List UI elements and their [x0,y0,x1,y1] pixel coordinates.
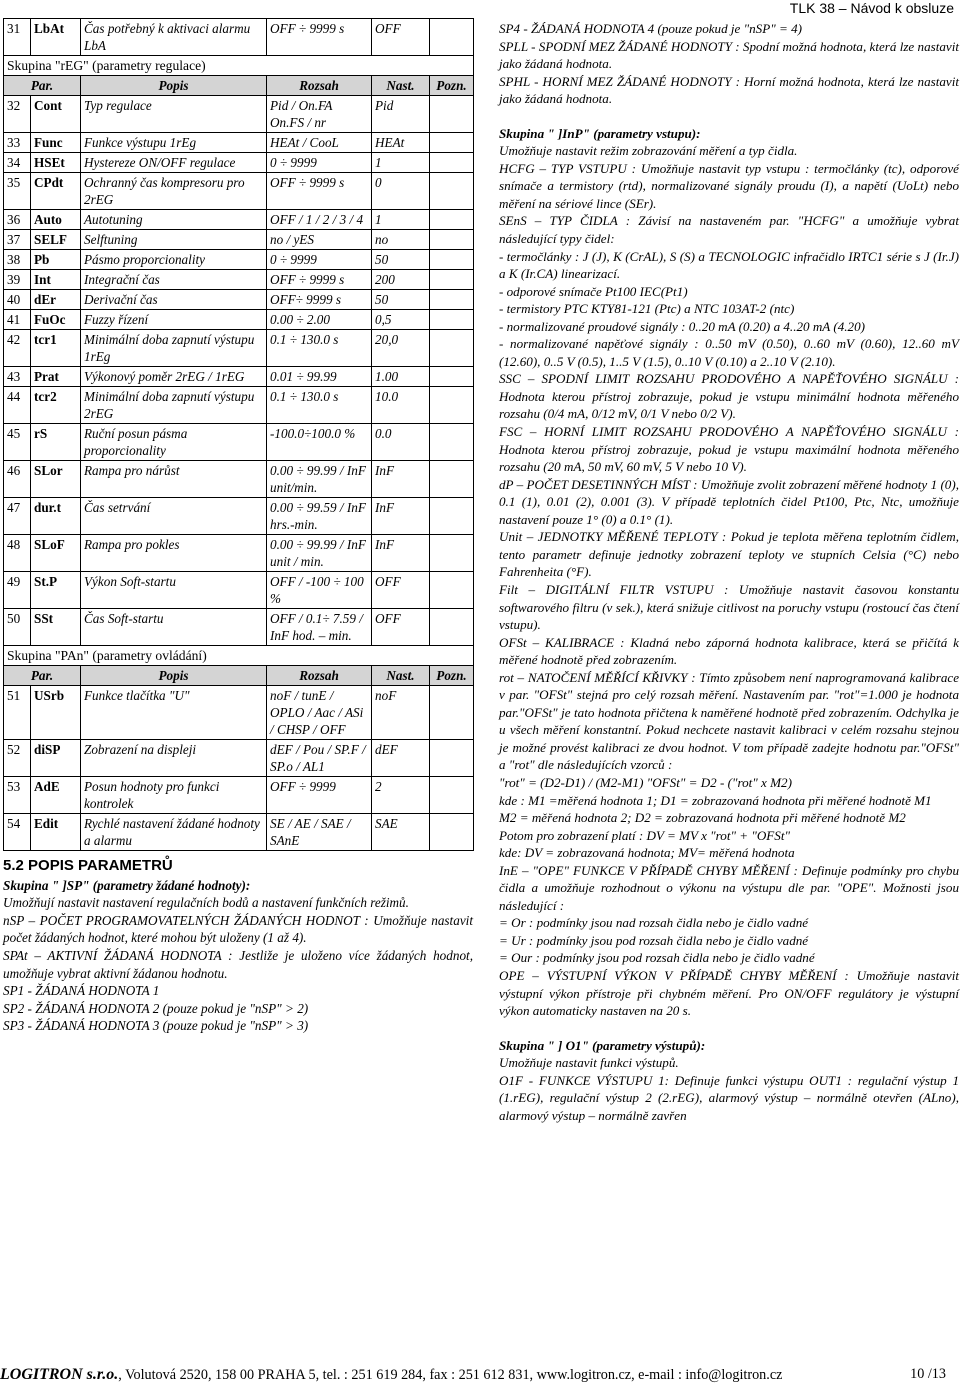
param-default: OFF [372,19,430,56]
param-row [4,290,474,310]
right-paragraph: Unit – JEDNOTKY MĚŘENÉ TEPLOTY : Pokud je teplota měřena teplotním čidlem, tento parametr definuje jednotky zobrazení teploty ve stupních Celsia (°C) nebo Fahrenheita (°F). [499,529,959,580]
param-range: 0.00 ÷ 2.00 [267,310,372,330]
param-code: USrb [31,686,81,740]
param-row [4,19,474,56]
param-range: 0 ÷ 9999 [267,153,372,173]
right-paragraph: Skupina " ]InP" (parametry vstupu): [499,125,701,141]
param-default: 2 [372,777,430,814]
right-paragraph [499,108,959,125]
param-range: Pid / On.FA On.FS / nr [267,96,372,133]
param-number: 35 [4,173,31,210]
table-header-cell: Par. [4,666,81,686]
param-row [4,814,474,851]
param-number: 46 [4,461,31,498]
param-code: dur.t [31,498,81,535]
param-code: AdE [31,777,81,814]
param-row [4,310,474,330]
right-paragraph: SPLL - SPODNÍ MEZ ŽÁDANÉ HODNOTY : Spodní možná hodnota, která lze nastavit jako žádaná hodnota. [499,38,959,72]
table-header-cell: Pozn. [430,76,474,96]
param-number: 38 [4,250,31,270]
param-description: Integrační čas [81,270,267,290]
right-paragraph [499,1020,959,1037]
param-description: Ochranný čas kompresoru pro 2rEG [81,173,267,210]
right-paragraph: Potom pro zobrazení platí : DV = MV x "rot" + "OFSt" [499,827,790,843]
param-note [430,330,474,367]
param-description: Výkonový poměr 2rEG / 1rEG [81,367,267,387]
param-description: Typ regulace [81,96,267,133]
param-row [4,498,474,535]
table-header-cell: Par. [4,76,81,96]
param-range: 0.00 ÷ 99.99 / InF unit/min. [267,461,372,498]
param-description: Čas setrvání [81,498,267,535]
param-row [4,173,474,210]
right-paragraph: OFSt – KALIBRACE : Kladná nebo záporná hodnota kalibrace, která se přičítá k měřené hodnotě před zobrazením. [499,634,959,668]
param-row [4,133,474,153]
param-range: OFF ÷ 9999 s [267,19,372,56]
param-row [4,96,474,133]
param-row [4,424,474,461]
param-description: Rychlé nastavení žádané hodnoty a alarmu [81,814,267,851]
left-column [3,18,474,1035]
param-range: OFF ÷ 9999 s [267,270,372,290]
param-range: 0.01 ÷ 99.99 [267,367,372,387]
param-note [430,290,474,310]
param-code: CPdt [31,173,81,210]
page-header: TLK 38 – Návod k obsluze [789,0,954,16]
right-paragraph: M2 = měřená hodnota 2; D2 = zobrazovaná hodnota při měřené hodnotě M2 [499,810,906,826]
param-number: 41 [4,310,31,330]
right-paragraph: SEnS – TYP ČIDLA : Závisí na nastaveném par. "HCFG" a umožňuje vybrat následující typy čidel: [499,213,959,247]
param-description: Selftuning [81,230,267,250]
param-note [430,19,474,56]
param-number: 48 [4,535,31,572]
param-description: Rampa pro nárůst [81,461,267,498]
group-reg-title: Skupina "rEG" (parametry regulace) [4,56,474,76]
param-description: Výkon Soft-startu [81,572,267,609]
param-number: 31 [4,19,31,56]
param-default: dEF [372,740,430,777]
param-note [430,572,474,609]
param-description: Pásmo proporcionality [81,250,267,270]
param-number: 32 [4,96,31,133]
footer-company: LOGITRON s.r.o. [0,1366,119,1383]
param-number: 44 [4,387,31,424]
param-number: 33 [4,133,31,153]
param-row [4,367,474,387]
parameter-table [3,18,474,851]
right-paragraph: "rot" = (D2-D1) / (M2-M1) "OFSt" = D2 - ("rot" x M2) [499,774,792,790]
param-number: 52 [4,740,31,777]
nsp-desc: nSP – POČET PROGRAMOVATELNÝCH ŽÁDANÝCH HODNOT : Umožňuje nastavit počet žádaných hodnot, které mohou být uloženy (1 až 4). [3,912,473,946]
param-description: Funkce tlačítka "U" [81,686,267,740]
param-range: no / yES [267,230,372,250]
param-number: 36 [4,210,31,230]
param-range: 0.1 ÷ 130.0 s [267,330,372,367]
section-heading: 5.2 POPIS PARAMETRŮ [3,857,173,874]
param-default: Pid [372,96,430,133]
param-number: 49 [4,572,31,609]
param-range: noF / tunE / OPLO / Aac / ASi / CHSP / OFF [267,686,372,740]
param-row [4,777,474,814]
param-range: HEAt / CooL [267,133,372,153]
param-default: 50 [372,290,430,310]
sp1-desc: SP1 - ŽÁDANÁ HODNOTA 1 [3,983,160,999]
param-range: OFF / -100 ÷ 100 % [267,572,372,609]
param-default: 0,5 [372,310,430,330]
param-note [430,173,474,210]
right-paragraph: OPE – VÝSTUPNÍ VÝKON V PŘÍPADĚ CHYBY MĚŘENÍ : Umožňuje nastavit výstupní výkon přístroje při chybném měření. Pro ON/OFF regulátory je výstupní výkon automaticky nastaven na 20 s. [499,967,959,1019]
param-code: FuOc [31,310,81,330]
param-note [430,740,474,777]
param-range: 0.1 ÷ 130.0 s [267,387,372,424]
right-paragraph: Skupina " ] O1" (parametry výstupů): [499,1037,706,1053]
param-default: OFF [372,572,430,609]
param-note [430,535,474,572]
param-note [430,230,474,250]
param-number: 40 [4,290,31,310]
right-paragraph: InE – "OPE" FUNKCE V PŘÍPADĚ CHYBY MĚŘENÍ : Definuje podmínky pro chybu čidla a umožňuje rozhodnout o výkonu na výstupu dle par. "OPE". Možnosti jsou následující : [499,862,959,913]
param-number: 51 [4,686,31,740]
param-row [4,461,474,498]
sp-group-title: Skupina " ]SP" (parametry žádané hodnoty): [3,877,251,893]
param-note [430,461,474,498]
param-number: 43 [4,367,31,387]
param-note [430,133,474,153]
param-description: Hystereze ON/OFF regulace [81,153,267,173]
param-default: 20,0 [372,330,430,367]
param-default: 10.0 [372,387,430,424]
right-paragraph: HCFG – TYP VSTUPU : Umožňuje nastavit typ vstupu : termočlánky (tc), odporové snímače a termistory (rtd), normalizované signály proudu (I), a napětí (UoLt) nebo měření na sériové lince (SEr). [499,160,959,211]
table-header-cell: Popis [81,666,267,686]
param-row [4,387,474,424]
param-default: HEAt [372,133,430,153]
param-range: OFF / 0.1÷ 7.59 / InF hod. – min. [267,609,372,646]
table-header-cell: Nast. [372,666,430,686]
param-range: OFF÷ 9999 s [267,290,372,310]
param-description: Derivační čas [81,290,267,310]
param-note [430,310,474,330]
param-description: Minimální doba zapnutí výstupu 1rEg [81,330,267,367]
param-code: Int [31,270,81,290]
param-number: 45 [4,424,31,461]
param-row [4,153,474,173]
param-default: 1 [372,210,430,230]
param-number: 53 [4,777,31,814]
right-column [499,20,959,1124]
right-paragraph: - normalizované proudové signály : 0..20 mA (0.20) a 4..20 mA (4.20) [499,318,865,334]
param-default: noF [372,686,430,740]
param-range: dEF / Pou / SP.F / SP.o / AL1 [267,740,372,777]
param-code: Edit [31,814,81,851]
sp3-desc: SP3 - ŽÁDANÁ HODNOTA 3 (pouze pokud je "nSP" > 3) [3,1018,309,1034]
param-note [430,210,474,230]
param-number: 54 [4,814,31,851]
param-code: Func [31,133,81,153]
param-description: Fuzzy řízení [81,310,267,330]
param-description: Čas potřebný k aktivaci alarmu LbA [81,19,267,56]
param-note [430,250,474,270]
param-default: 1 [372,153,430,173]
param-description: Minimální doba zapnutí výstupu 2rEG [81,387,267,424]
param-row [4,609,474,646]
param-code: SLoF [31,535,81,572]
param-row [4,686,474,740]
right-paragraph: kde: DV = zobrazovaná hodnota; MV= měřená hodnota [499,845,795,861]
param-note [430,387,474,424]
right-paragraph: - normalizované napěťové signály : 0..50 mV (0.50), 0..60 mV (0.60), 12..60 mV (12.60), 0..5 V (0.5), 1..5 V (1.5), 0..10 V (0.10) a 2..10 V (2.10). [499,336,959,369]
right-paragraph: FSC – HORNÍ LIMIT ROZSAHU PRODOVÉHO A NAPĚŤOVÉHO SIGNÁLU : Hodnota kterou přístroj zobrazuje, pokud je vstupu maximální hodnota měřeného rozsahu (20 mA, 50 mV, 60 mV, 5 V nebo 10 V). [499,424,959,475]
param-code: St.P [31,572,81,609]
param-number: 47 [4,498,31,535]
right-paragraph: Umožňuje nastavit funkci výstupů. [499,1055,679,1071]
spat-desc: SPAt – AKTIVNÍ ŽÁDANÁ HODNOTA : Jestliže je uloženo více žádaných hodnot, umožňuje vybrat aktivní žádanou hodnotu. [3,947,473,981]
table-header-cell: Rozsah [267,666,372,686]
param-number: 42 [4,330,31,367]
param-code: Prat [31,367,81,387]
param-code: Pb [31,250,81,270]
group-pan-title: Skupina "PAn" (parametry ovládání) [4,646,474,666]
param-note [430,498,474,535]
param-default: 0 [372,173,430,210]
param-range: OFF / 1 / 2 / 3 / 4 [267,210,372,230]
right-paragraph: = Ur : podmínky jsou pod rozsah čidla nebo je čidlo vadné [499,932,809,948]
right-paragraph: - termočlánky : J (J), K (CrAL), S (S) a TECNOLOGIC infračidlo IRTC1 série s J (Ir.J) a K (Ir.CA) linearizací. [499,248,959,282]
param-default: SAE [372,814,430,851]
sp-group-desc: Umožňují nastavit nastavení regulačních bodů a nastavení funkčních režimů. [3,895,409,911]
param-default: InF [372,498,430,535]
param-row [4,572,474,609]
param-note [430,777,474,814]
param-code: SSt [31,609,81,646]
param-code: Auto [31,210,81,230]
footer-address: , Volutová 2520, 158 00 PRAHA 5, tel. : 251 619 284, fax : 251 612 831, www.logitron.cz, e-mail : info@logitron.cz [118,1367,783,1383]
param-code: HSEt [31,153,81,173]
param-note [430,367,474,387]
right-paragraph: Filt – DIGITÁLNÍ FILTR VSTUPU : Umožňuje nastavit časovou konstantu softwarového filtru (v sek.), která snižuje citlivost na poruchy vstupu (rostoucí čas čtení vstupu). [499,581,959,633]
param-row [4,330,474,367]
param-default: InF [372,535,430,572]
table-header-cell: Popis [81,76,267,96]
param-number: 39 [4,270,31,290]
right-paragraph: Umožňuje nastavit režim zobrazování měření a typ čidla. [499,143,798,159]
right-paragraph: SPHL - HORNÍ MEZ ŽÁDANÉ HODNOTY : Horní možná hodnota, která lze nastavit jako žádaná hodnota. [499,73,959,107]
param-range: SE / AE / SAE / SAnE [267,814,372,851]
param-description: Funkce výstupu 1rEg [81,133,267,153]
param-description: Ruční posun pásma proporcionality [81,424,267,461]
param-description: Autotuning [81,210,267,230]
right-paragraph: SSC – SPODNÍ LIMIT ROZSAHU PRODOVÉHO A NAPĚŤOVÉHO SIGNÁLU : Hodnota kterou přístroj zobrazuje, pokud je vstupu minimální hodnota měřeného rozsahu (0/4 mA, 0/12 mV, 0/1 V nebo 0/2 V). [499,371,959,422]
param-default: InF [372,461,430,498]
param-default: no [372,230,430,250]
param-note [430,96,474,133]
param-description: Posun hodnoty pro funkci kontrolek [81,777,267,814]
param-note [430,609,474,646]
param-default: OFF [372,609,430,646]
param-row [4,230,474,250]
param-range: OFF ÷ 9999 [267,777,372,814]
footer-page-number: 10 /13 [910,1366,946,1382]
param-range: OFF ÷ 9999 s [267,173,372,210]
param-range: -100.0÷100.0 % [267,424,372,461]
param-number: 34 [4,153,31,173]
param-note [430,270,474,290]
param-range: 0.00 ÷ 99.59 / InF hrs.-min. [267,498,372,535]
right-paragraph: dP – POČET DESETINNÝCH MÍST : Umožňuje zvolit zobrazení měřené hodnoty 1 (0), 0.1 (1), 0.01 (2), 0.001 (3). V případě teplotních čidel Pt100, Ptc, Ntc, umožňuje nastavení pouze 1° (0) a 0.1° (1). [499,476,959,527]
right-paragraph: SP4 - ŽÁDANÁ HODNOTA 4 (pouze pokud je "nSP" = 4) [499,21,803,36]
param-code: Cont [31,96,81,133]
right-paragraph: kde : M1 =měřená hodnota 1; D1 = zobrazovaná hodnota při měřené hodnotě M1 [499,792,932,808]
param-range: 0.00 ÷ 99.99 / InF unit / min. [267,535,372,572]
param-description: Rampa pro pokles [81,535,267,572]
param-default: 0.0 [372,424,430,461]
param-number: 37 [4,230,31,250]
param-note [430,814,474,851]
param-note [430,424,474,461]
right-paragraph: = Or : podmínky jsou nad rozsah čidla nebo je čidlo vadné [499,915,809,931]
param-note [430,686,474,740]
param-row [4,250,474,270]
param-default: 1.00 [372,367,430,387]
right-paragraph: - termistory PTC KTY81-121 (Ptc) a NTC 103AT-2 (ntc) [499,301,795,317]
right-paragraph: rot – NATOČENÍ MĚŘÍCÍ KŘIVKY : Tímto způsobem není naprogramovaná kalibrace v par. "OFSt" stejná pro celý rozsah měření. Nastavením par. "rot"=1.000 je hodnota par."OFSt" je tato hodnota přičtena k naměřené hodnotě před zobrazením. Odchylka je u všech měření konstantní. Pokud nechcete nastavit kalibraci v celém rozsahu stejnou je možné provést kalibraci ze dvou hodnot. V tom případě zadejte hodnotu par."OFSt" a "rot" dle následujících vzorců : [499,669,959,773]
param-code: SELF [31,230,81,250]
param-default: 50 [372,250,430,270]
param-code: diSP [31,740,81,777]
table-header-cell: Rozsah [267,76,372,96]
param-code: LbAt [31,19,81,56]
param-code: SLor [31,461,81,498]
page-footer [0,1366,960,1384]
right-paragraph: - odporové snímače Pt100 IEC(Pt1) [499,283,688,299]
param-number: 50 [4,609,31,646]
table-header-cell: Pozn. [430,666,474,686]
sp2-desc: SP2 - ŽÁDANÁ HODNOTA 2 (pouze pokud je "nSP" > 2) [3,1000,309,1016]
table-header-cell: Nast. [372,76,430,96]
param-default: 200 [372,270,430,290]
param-range: 0 ÷ 9999 [267,250,372,270]
param-code: dEr [31,290,81,310]
param-code: tcr1 [31,330,81,367]
param-row [4,535,474,572]
param-code: rS [31,424,81,461]
param-note [430,153,474,173]
param-row [4,740,474,777]
param-code: tcr2 [31,387,81,424]
right-paragraph: = Our : podmínky jsou pod rozsah čidla nebo je čidlo vadné [499,950,815,966]
param-description: Zobrazení na displeji [81,740,267,777]
left-description [3,857,473,1035]
right-paragraph: O1F - FUNKCE VÝSTUPU 1: Definuje funkci výstupu OUT1 : regulační výstup 1 (1.rEG), regulační výstup 2 (2.rEG), alarmový výstup – normálně otevřen (ALno), alarmový výstup – normálně zavřen [499,1072,959,1123]
param-description: Čas Soft-startu [81,609,267,646]
param-row [4,270,474,290]
param-row [4,210,474,230]
